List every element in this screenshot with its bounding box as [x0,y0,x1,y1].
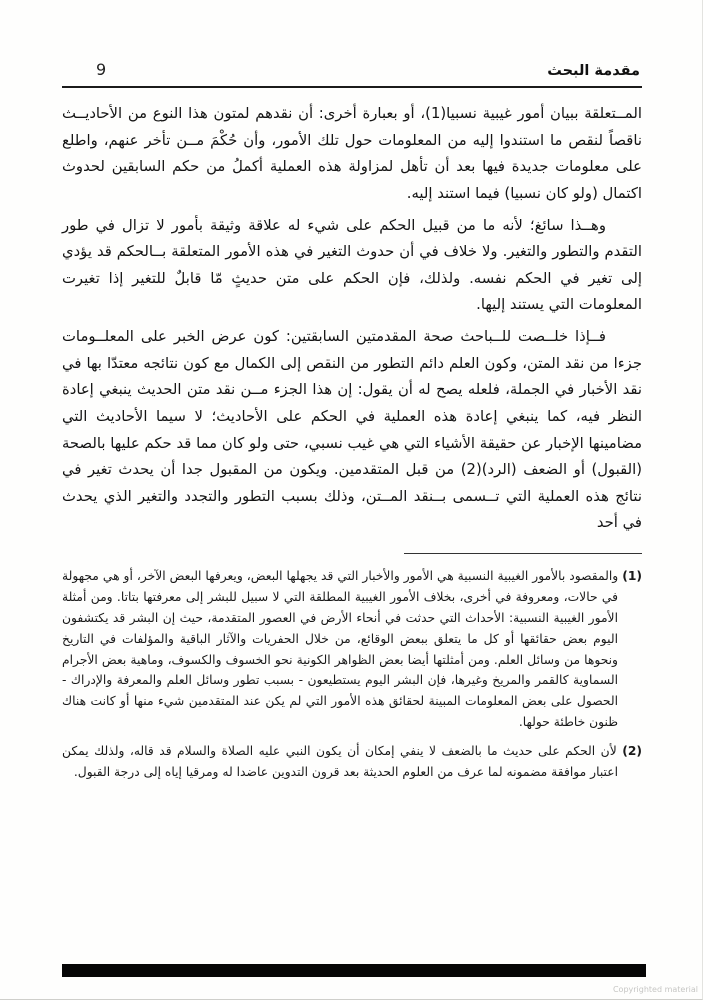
footnote-1-marker: (1) [622,569,642,583]
footnote-2 [62,741,642,783]
footnote-2-marker: (2) [622,744,642,759]
page-number: 9 [96,60,107,79]
body-text [62,101,642,537]
paragraph-3: فــإذا خلــصت للــباحث صحة المقدمتين السابقتين: كون عرض الخبر على المعلــومات جزءا من نقد المتن، وكون العلم دائم التطور من النقص إلى الكمال مع كون نتائجه معتدّا بها في نقد الأخبار في الجملة، فلعله يصح له أن يقول: إن هذا الجزء مــن نقد متن الحديث ينبغي إعادة النظر فيه، كما ينبغي إعادة هذه العملية في الحكم على الأحاديث؛ لا سيما الأحاديث التي مضامينها الإخبار عن حقيقة الأشياء التي هي غيب نسبي، حتى ولو كان مما قد حكم عليها بالصحة (القبول) أو الضعف (الرد)(2) من قبل المتقدمين. ويكون من المقبول جدا أن يحدث تغير في نتائج هذه العملية التي تــسمى بــنقد المــتن، وذلك بسبب التطور والتجدد والتغير الذي يحدث في أحد [62,328,643,532]
footnote-1 [62,566,642,733]
copyright-watermark: Copyrighted material [612,985,698,994]
footnote-1-text: والمقصود بالأمور الغيبية النسبية هي الأمور والأخبار التي قد يجهلها البعض، ويعرفها البعض الآخر، أو هي مجهولة في حالات، ومعروفة في أخرى، بخلاف الأمور الغيبية المطلقة التي لا سبيل للبشر إلى معرفتها بتاتا. ومن أمثلة الأمور الغيبية النسبية: الأحداث التي حدثت في أنحاء الأرض في العصور المتقدمة، حيث إن البشر قد يكتشفون اليوم بعض حقائقها أو كل ما يتعلق ببعض الوقائع، من خلال الحفريات والآثار الباقية والمؤلفات في التاريخ ونحوها من وسائل العلم. ومن أمثلتها أيضا بعض الظواهر الكونية نحو الخسوف والكسوف، وماهية بعض الأجرام السماوية كالقمر والمريخ وغيرها، فإن البشر اليوم يستطيعون - بسبب تطور وسائل العلم والمعرفة والإدراك - الحصول على بعض المعلومات المبينة لحقائق هذه الأمور التي لم يكن عند المتقدمين شيء منها أو كانت هناك ظنون خاطئة حولها. [62,569,619,730]
paragraph-1: المــتعلقة ببيان أمور غيبية نسبيا(1)، أو بعبارة أخرى: أن نقدهم لمتون هذا النوع من الأحاديــث ناقصاً لنقص ما استندوا إليه من المعلومات حول تلك الأمور، وأن حُكْمَ مــن تأخر عنهم، واطلع على معلومات جديدة فيها بعد أن تأهل لمزاولة هذه العملية أكملُ من حكم السابقين لحدوث اكتمال (ولو كان نسبيا) فيما استند إليه. [62,105,642,202]
paragraph-2: وهــذا سائغ؛ لأنه ما من قبيل الحكم على شيء له علاقة وثيقة بأمور لا تزال في طور التقدم والتطور والتغير. ولا خلاف في أن حدوث التغير في هذه الأمور المتعلقة بــالحكم قد يؤدي إلى تغير في الحكم نفسه. ولذلك، فإن الحكم على متن حديثٍ مّا قابلٌ للتغير إذا تغيرت المعلومات التي يستند إليها. [62,216,642,314]
page-header [62,60,642,88]
scan-artifact-bar [62,964,646,977]
footnote-2-text: لأن الحكم على حديث ما بالضعف لا ينفي إمكان أن يكون النبي عليه الصلاة والسلام قد قاله، ولذلك يمكن اعتبار موافقة مضمونه لما عرف من العلوم الحديثة بعد قرون التدوين عاضدا له ومرقيا إياه إلى درجة القبول. [62,744,618,780]
footnotes-section [62,553,642,783]
footnote-separator-rule [404,553,642,554]
header-title: مقدمة البحث [547,63,640,79]
